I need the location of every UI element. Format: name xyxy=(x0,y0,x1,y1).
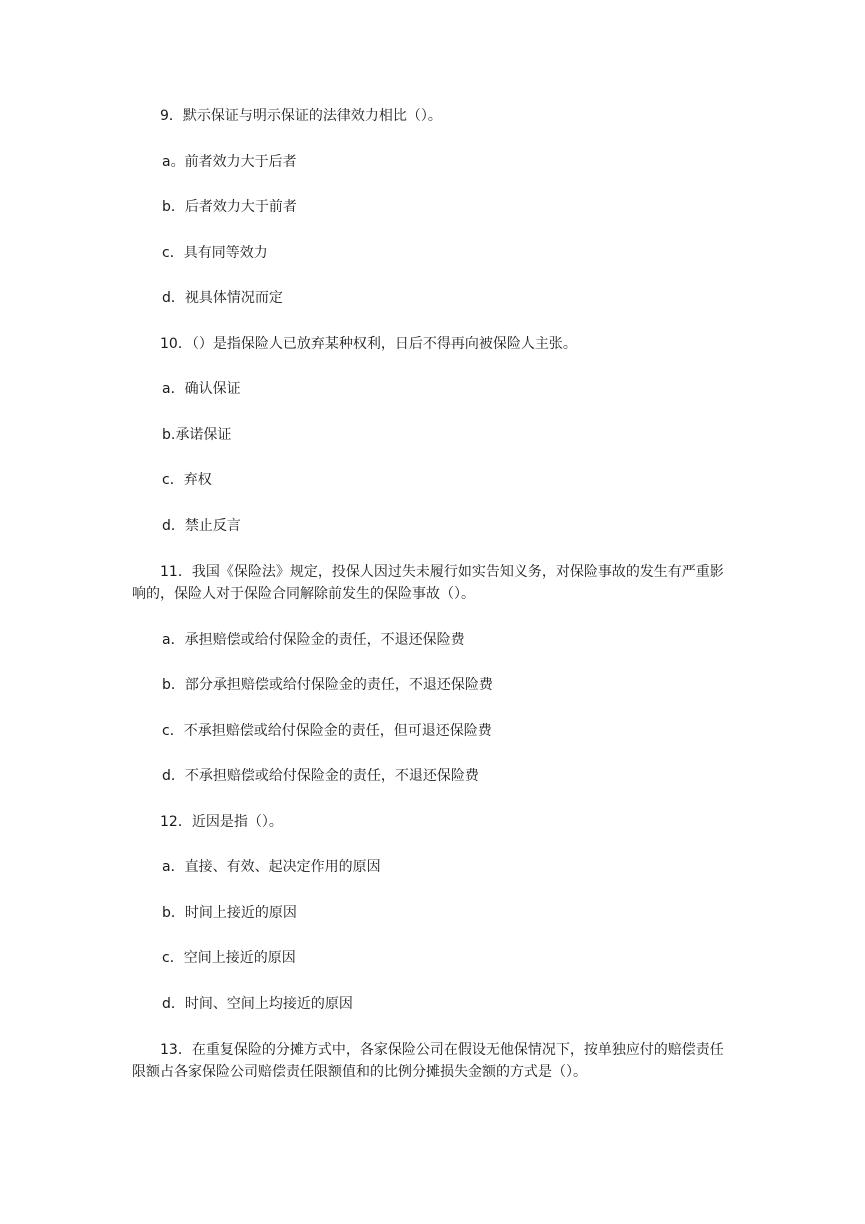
question-12-stem: 12．近因是指（）。 xyxy=(160,814,283,830)
question-10-stem: 10．（）是指保险人已放弃某种权利，日后不得再向被保险人主张。 xyxy=(160,336,577,352)
question-11-option-b: b．部分承担赔偿或给付保险金的责任，不退还保险费 xyxy=(162,677,493,693)
question-11-stem: 11．我国《保险法》规定，投保人因过失未履行如实告知义务，对保险事故的发生有严重影响的，保险人对于保险合同解除前发生的保险事故（）。 xyxy=(132,564,724,602)
question-9-option-a: a。前者效力大于后者 xyxy=(162,154,297,170)
question-9-option-c: c．具有同等效力 xyxy=(162,245,268,261)
question-11-option-a: a．承担赔偿或给付保险金的责任，不退还保险费 xyxy=(162,632,465,648)
question-12-option-b: b．时间上接近的原因 xyxy=(162,905,297,921)
question-9-stem: 9．默示保证与明示保证的法律效力相比（）。 xyxy=(160,108,442,124)
question-10-option-b: b.承诺保证 xyxy=(162,427,232,443)
question-10-option-a: a．确认保证 xyxy=(162,381,241,397)
question-10-option-c: c．弃权 xyxy=(162,472,212,488)
question-9-option-d: d．视具体情况而定 xyxy=(162,290,283,306)
question-13-stem: 13．在重复保险的分摊方式中，各家保险公司在假设无他保情况下，按单独应付的赔偿责任限额占各家保险公司赔偿责任限额值和的比例分摊损失金额的方式是（）。 xyxy=(132,1042,724,1080)
question-12-option-d: d．时间、空间上均接近的原因 xyxy=(162,996,353,1012)
question-11-option-c: c．不承担赔偿或给付保险金的责任，但可退还保险费 xyxy=(162,723,492,739)
question-12-option-c: c．空间上接近的原因 xyxy=(162,950,296,966)
question-10-option-d: d．禁止反言 xyxy=(162,518,241,534)
question-11-option-d: d．不承担赔偿或给付保险金的责任，不退还保险费 xyxy=(162,768,479,784)
question-9-option-b: b．后者效力大于前者 xyxy=(162,199,297,215)
question-12-option-a: a．直接、有效、起决定作用的原因 xyxy=(162,859,381,875)
